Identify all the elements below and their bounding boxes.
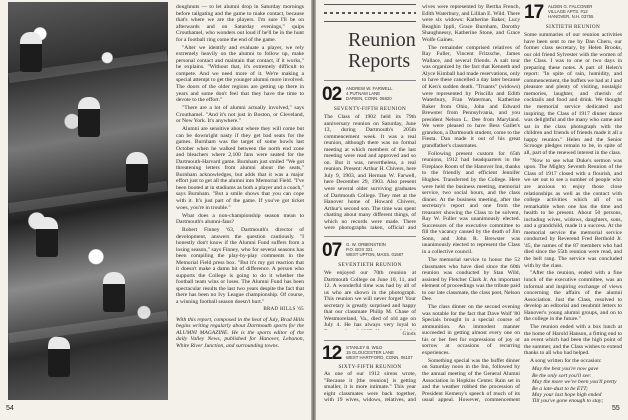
spectator-figure [36, 217, 58, 257]
article-paragraph: doughnuts — to let alumni drop in Saturday mornings before tailgating and the game to make contact, because that's where we are the players. I'm sure I'll be on afterwards and on Saturday evenings," quips Crouthamel, who wonders out loud if he'll be in the hunt for a football ring come the end of the game. [176, 4, 304, 43]
right-page [316, 0, 628, 420]
divider [324, 80, 416, 81]
reunion-heading: SIXTY-FIFTH REUNION [338, 364, 402, 370]
signoff: Ginds [402, 332, 416, 337]
class-year-12: 12 [322, 343, 342, 364]
article-paragraph: What does a non-championship season mean to Dartmouth's alumni-fans? [176, 212, 304, 226]
photo-shading [8, 311, 168, 343]
article-paragraph: Alumni are sensitive about where they will come but can be downright nasty if they get bad seats for the games. Burnham was the target of some howls last October when he walked between the north end zone and bleachers where 2,100 fans were seated for the Dartmouth-Harvard game. Burnham just smiled "We got threatening letters from alumni about the seats," Burnham acknowledges, but adds that it was a major effort just to get all the alumni into Memorial Field. "I've been booted at in stadiums as both a player and a coach," says Burnham. "But a smile shows that you can cope with it. It's just part of the game. If you've got ticket woes, you're in trouble." [176, 126, 304, 211]
class-secretary-address: ALDEN G. FALCONER VILLAGE APTS. #12 HANOVER, N.H. 03755 [548, 4, 594, 20]
spectator-figure [126, 152, 148, 192]
class-report: The Class of 1902 held its 79th anniversary reunion on Saturday, June 13, during Dartmouth's 205th commencement week. It was a real reunion, although there was no formal meeting at which members of the last meeting were read and approved and so on. But it was, nevertheless, a real reunion. Present: Arthur H. Chivers, here July 9, 1903, and Herman W. Farwell, here December 29, 1903. Also present were several older surviving graduates of Dartmouth College. They met at the Hanover home of Howard Chivers, Arthur's second son. The time was spent chatting about many different things, of which no records were made. There were photographs taken, official and [324, 114, 416, 232]
divider [324, 340, 416, 341]
page-number-left: 54 [6, 405, 14, 412]
class-report-continued: wives were represented by Bertha French, Edith Waterbury, and Lillian E. Wild. There were six widows: Katherine Baker, Lucy Beaghin Ippli, Grace Burnham, Dorothy Shaughnessy, Katherine Stone, and Grace Wolfe Gaines. The remainder comprised relatives of Ray Fuller, Vincent Fritzsche, James Wallace, and several friends. A salt tour was organized by the fact that Kenneth and Alyce Kimball had made reservations, only to have these cancelled a day later because of Ken's sudden death. "Truants" (widows) were represented by Priscilla and Edith Waterbury, Fran Waterman, Katherine Baker from Ohio, John and Edward Brewster from Pennsylvania, and you president Nelson L. Dee from Maryland. We were pleased to have Bess Gallet's grandson, a Dartmouth student, come to the Fiesta. Dan made it out of his great grandfather's classmates. Following present custom for 65th reunions, 1912 had headquarters in the Fireplace Room of the Hanover Inn, thanks to the friendly and efficient Jennifer Hughes. Transferred by the College. Here were held the business meeting, memorial service, two social hours, and the class dinner. At the business meeting, after the secretary's report and one from the treasurer showing the Class to be solvent, Ray W. Fuller was unanimously elected. Successors of the executive committee to fill the vacancy caused by the death of Jim Sonn, and John R. Brewster was unanimously elected to represent the Class in a collective council. The memorial service to honor the 52 classmates who have died since the 60th reunion was conducted by Stan Wild, assisted by Fletcher Clark Jr. An important element of proceedings was the tribute paid to our late classmate, the class poet, Nelson Dee. The class dinner on the second evening was notable for the fact that Dave Wolf '80 Specials brought in a special course of ammunition. An immodest manner succeeded in getting almost every one on his or her feet for expressions of joy or sorrow at occasions of recurring experiences. Something special was the buffet dinner on Saturday noon in the Inn, followed by the annual meeting of the General Alumni Association in Hopkins Center. Rain set in and the weather robbed the procession of President Kemeny's speech of much of its usual appeal. However, commencement [422, 4, 520, 404]
left-page [0, 0, 311, 420]
header-ornament [324, 4, 416, 22]
article-paragraph: Robert Finney '63, Dartmouth's director of development, answers the question cautiously. "I honestly don't know if the Alumni Fund suffers from a losing season," says Finney, who for several seasons has been compiling the play-by-play comments in the Memorial Field press box. "But it's my gut reaction that it doesn't make a damn bit of difference. A person who supports the College is going to do it whether the football team wins or loses. The Alumni Fund has been spectacular results the last two years despite the fact that there has been no Ivy League championship. Of course, a winning football season doesn't hurt." [176, 227, 304, 306]
class-secretary-address: G. W. ORBENSTEIN P.O. BOX 321 WEST UPTON, MASS. 01587 [346, 242, 404, 258]
class-secretary-address: ANDREW W. FARWELL 4 PUTNAM LANE DARIEN, CONN. 06820 [346, 86, 393, 102]
class-secretary-address: STANLEY B. WILD 15 GLOUCESTER LANE WEST HARTFORD, CONN. 06107 [346, 345, 413, 361]
reunion-heading: SEVENTIETH REUNION [338, 262, 402, 268]
spectator-figure [78, 97, 100, 137]
byline: BRAD HILLS '65 [263, 306, 304, 312]
spectator-figure [48, 337, 70, 377]
crowd-photo [8, 2, 168, 400]
class-poem: May the best you're now gave Be the only sort you'll see: May the more we've been you'll pretty Be a late-dust to be ETT; May your last hope high ended Till you've gone enough to stay; [532, 366, 617, 404]
article-column [176, 4, 304, 351]
section-title: Reunion Reports [348, 29, 416, 72]
divider [324, 236, 416, 237]
class-report: We enjoyed our 70th reunion at Dartmouth College on June 10, 11, and 12. A wonderful time was had by all of us who are shown in the photograph. This reunion we will never forget! Your secretary is greatly surprised and happy that our classmate Philip M. Chase of Westmoreland, Va., died of old age on July 4. He has always very loyal to [324, 270, 416, 329]
reunion-heading: SEVENTY-FIFTH REUNION [333, 106, 407, 112]
article-paragraph: "Alter we identify and evaluate a player, we rely extremely heavily on the alumni to follow up, make personal contact and maintain that contact, if it works," he explains. "Without that, it's extremely difficult to compete. And we need more of it. We're making a special attempt to get the younger alumni more involved. The doors of the older regions are getting up there in years and some don't feel that they have the time to devote to the effort." [176, 44, 304, 104]
class-report: Some summaries of our reunion activities have been sent to me by Dan Cheru, our former class secretary, by Helen Brooks, our old friend Sylvester with the women of the Class. I was to one or two days in preparing these notes. A part of Helen's report: "In spite of rain, humidity, and commencement, the buffets we had at J and pleasure and plenty of visiting, nostalgic memories, laughter, and cherish of cocktails and food and drink. We thought the memorial service dedicated and inspiring, the Class of 1917 dinner dance was delightful and the many who came and sat in the class photograph with the children and friends of friends made it all a happy reunion." Helen and the Senior Scrooge pledges remain to be, in spite of all, part of the renewed interest in the class. "Now to see what Duke's sermon was upon. The Mighty Seventh Reunion of the Class of 1917 closed with a flourish, and we set out to see a number of people who are anxious to enjoy those close relationships as well as the contact with college activities which all of us remarkable when one has the time and health to be present. About 50 persons, including wives, widows, daughters, sons, and a grandchild, made it a success. At the memorial service the memorial service conducted by Reverend Fred Berthold Jr. '45, the names of the 87 members who had died since the 55th reunion were read, and the bell rang. The service was concluded with by the class. "After the reunion, ended with a fine lunch of the executive committee, was an informal and inspiring exchange of views concerning the affairs of the alumni Association. Just the Class, resolved to develop an editorial and resubmit letters to Hanover's young alumni groups, and on to the college in the future." The reunion ended with a box lunch at the home of Harold Hanson, a fitting end to an event which had been the high point of the summer, and the Class wishes to extend thanks to all who had helped. A song written for the occasion: May the best you're now gave Be the only sort you'll see: May the more we've been you'll pretty Be a late-dust to be ETT; May your last hope high ended Till you've gone enough to stay; [524, 32, 622, 404]
author-note: With this report, composed in the heat of July, Brad Hills begins writing regularly about Dartmouth sports for the ALUMNI MAGAZINE. He is the sports editor of the daily Valley News, published for Hanover, Lebanon, White River Junction, and surrounding towns. [176, 316, 304, 349]
article-paragraph: "There are a lot of alumni actually involved," says Crouthamel. "And it's not just in Boston, or Cleveland, or New York. It's anywhere." [176, 104, 304, 125]
reunion-heading: SIXTIETH REUNION [545, 24, 601, 30]
class-year-07: 07 [322, 240, 342, 261]
class-year-02: 02 [322, 84, 342, 105]
class-report: As one of our 1912 sirens wrote, "Because it [the reunion] is getting smaller, it is more intimate." This year eight classmates were back together, with 19 wives, widows, relatives, and [324, 371, 416, 403]
class-year-17: 17 [524, 2, 544, 23]
page-number-right: 55 [612, 405, 620, 412]
spectator-figure [103, 272, 125, 312]
spectator-figure [20, 32, 42, 72]
